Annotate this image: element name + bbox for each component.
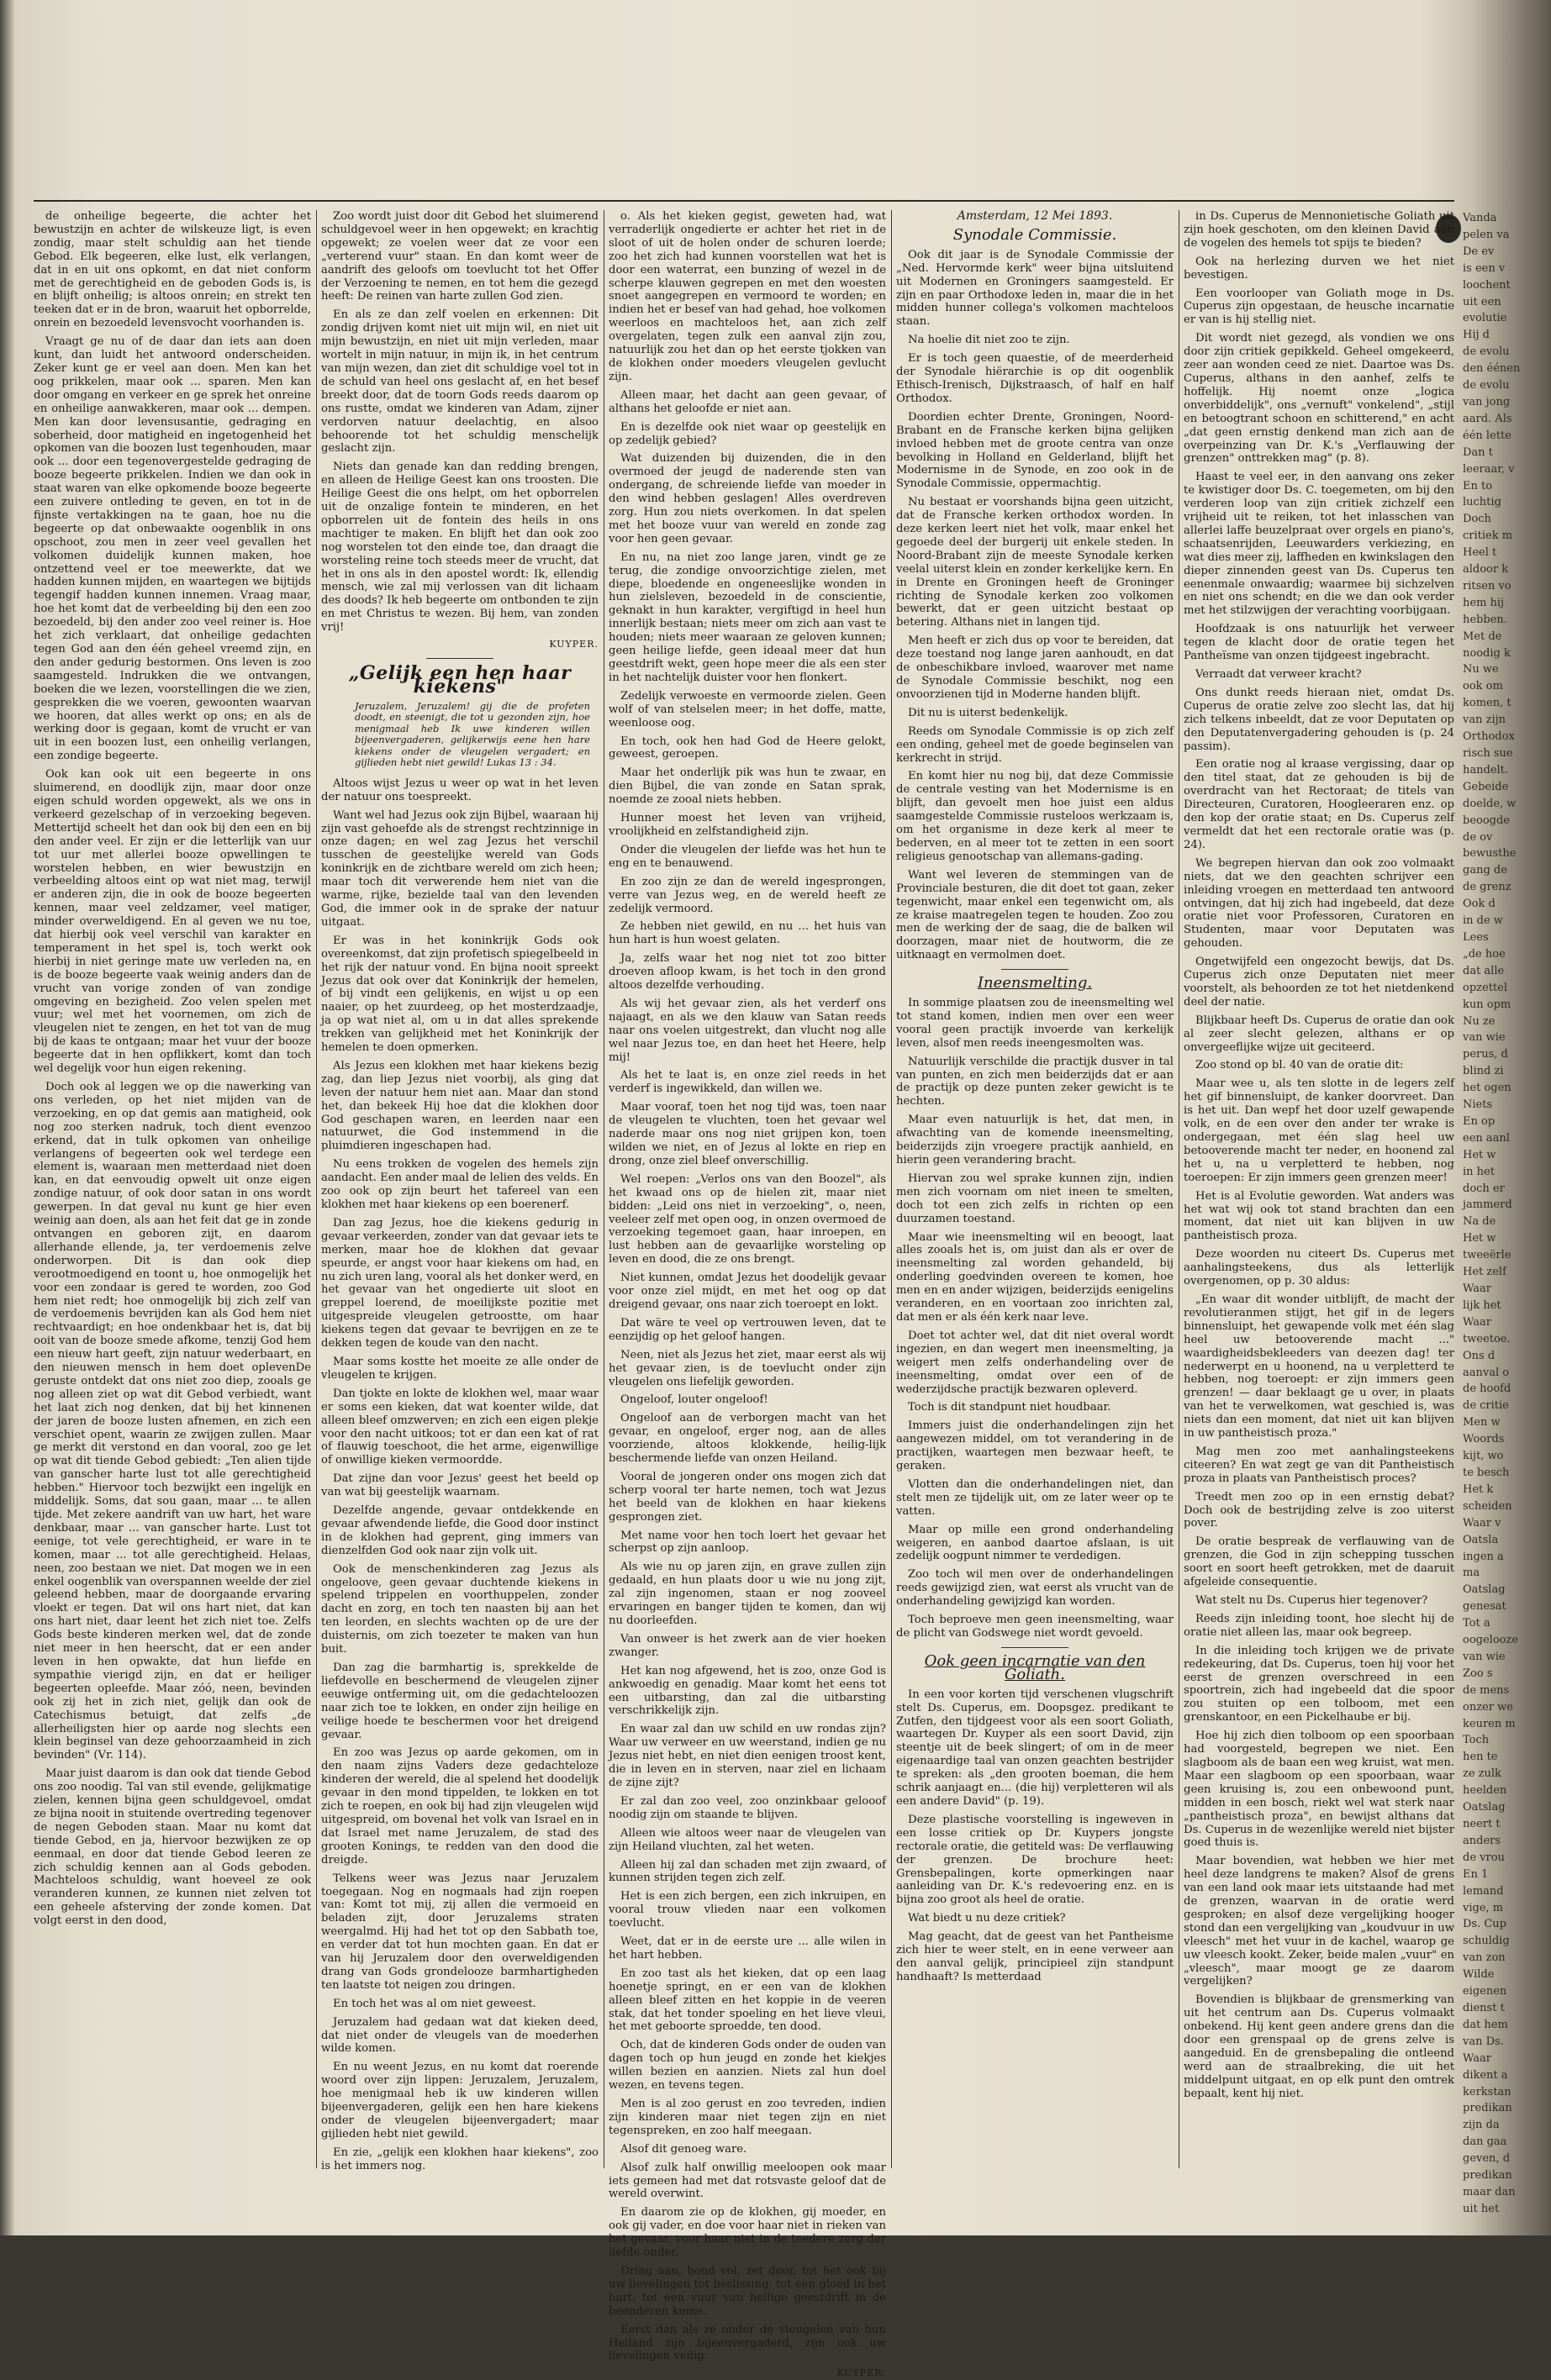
paragraph: Bovendien is blijkbaar de grensmerking van uit het centrum aan Ds. Cuperus volmaakt onbekend. Hij kent geen andere grens dan die door een grenspaal op de grens zelve is aangeduid. En de grensbepaling die ontleend werd aan de straalbreking, die uit het middelpunt uitgaat, en op elk punt den omtrek bepaalt, kent hij niet. [1184, 1993, 1454, 2100]
edge-fragment: van wie [1463, 1650, 1506, 1663]
edge-fragment: jammerd [1463, 1198, 1512, 1212]
column-5 [1184, 210, 1454, 2168]
edge-fragment: aanval o [1463, 1366, 1510, 1379]
edge-fragment: Ook d [1463, 898, 1496, 911]
edge-fragment: bewusthe [1463, 847, 1517, 861]
paragraph: Ongeloof, louter ongeloof! [620, 1393, 768, 1407]
paragraph: Zedelijk verwoeste en vermoorde zielen. Geen wolf of van stelselen meer; in het doffe, matte, weenloose oog. [609, 689, 886, 729]
paragraph: Nu bestaat er voorshands bijna geen uitzicht, dat de Fransche kerken orthodox worden. In deze kerken leert niet het volk, maar enkel het gegoede deel der burgerij uit enkele steden. In Noord-Brabant zijn de meeste Synodale kerken veelal uiterst klein en zonder kerkelijke kern. En in Drente en Groningen heeft de Groninger richting de Synodale kerken zoo volkomen bewerkt, dat er geen uitzicht bestaat op betering. Althans niet in langen tijd. [896, 496, 1174, 629]
paragraph: Deze woorden nu citeert Ds. Cuperus met aanhalingsteekens, dus als letterlijk overgenomen, op p. 30 aldus: [1184, 1248, 1454, 1288]
edge-fragment: Waar [1463, 1282, 1491, 1295]
paragraph: Telkens weer was Jezus naar Jeruzalem toegegaan. Nog en nogmaals had zijn roepen van: Komt tot mij, zij allen die vermoeid en beladen zijt, door Jeruzalems straten weergalmd. Hij had het tot op den Sabbath toe, en verder dat tot hun mochten gaan. En dat er van hij Jeruzalem door den overweldigenden drang van Gods grondelooze barmhartigheden ten laatste tot neigen zou dringen. [321, 1872, 599, 1992]
paragraph: Nu eens trokken de vogelen des hemels zijn aandacht. Een ander maal de lelien des velds. En zoo ook op zijn beurt het tafereel van een klokhen met haar kiekens op een boerenerf. [321, 1158, 599, 1211]
edge-fragment: Lees [1463, 930, 1489, 944]
paragraph: Vlotten dan die onderhandelingen niet, dan stelt men ze tijdelijk uit, om ze later weer op te vatten. [896, 1477, 1174, 1518]
paragraph: Ook de menschenkinderen zag Jezus als ongeloove, geen gevaar duchtende kiekens in spelend trippelen en voorthuppelen, zonder dacht en zorg, en toch ten naasten bij aan het ten leorden, en slechts wachten op de ure der duisternis, om zich toezeter te maken van hun buit. [321, 1562, 599, 1656]
paragraph: Wat biedt u nu deze critiek? [908, 1912, 1066, 1925]
paragraph: En waar zal dan uw schild en uw rondas zijn? Waar uw verweer en uw weerstand, indien ge nu Jezus niet hebt, en niet dien eenigen troost kent, die in leven en in sterven, naar ziel en lichaam de zijne zijt? [609, 1723, 886, 1789]
edge-fragment: pelen va [1463, 228, 1510, 241]
edge-fragment: genesat [1463, 1600, 1506, 1614]
paragraph: Het is al Evolutie geworden. Wat anders was het wat wij ook tot stand brachten dan een moment, dat niet uit kan blijven in uw pantheistisch proza. [1184, 1189, 1454, 1243]
edge-fragment: Heel t [1463, 546, 1497, 560]
paragraph: Als wie nu op jaren zijn, en grave zullen zijn gedaald, en hun plaats door u wie nu jong zijt, zal zijn ingenomen, staan er nog zooveel ervaringen en banger tijden te komen, dan wij nu doorleefden. [609, 1561, 886, 1627]
edge-fragment: lemand [1463, 1884, 1504, 1898]
paragraph: Er is toch geen quaestie, of de meerderheid der Synodale hiërarchie is op dit oogenblik Ethisch-Irenisch, Dijkstraasch, of half en half Orthodox. [896, 352, 1174, 405]
column-4 [896, 210, 1174, 2168]
paragraph: Dan tjokte en lokte de klokhen wel, maar waar er soms een kieken, dat wat koenter wilde, dat alleen bleef omzwerven; en zich een eigen plekje voor den nacht uitkoos; tot er dan een kat of rat of flauwig toeschoot, die het arme, eigenwillige of onwillige kieken vermoordde. [321, 1387, 599, 1467]
paragraph: Alleen hij zal dan schaden met zijn zwaard, of kunnen strijden tegen zich zelf. [609, 1858, 886, 1885]
edge-fragment: Ons d [1463, 1349, 1496, 1362]
edge-fragment: de grenz [1463, 881, 1511, 894]
paragraph: Eerst dan als ze onder de vleugelen van hun Heiland zijn bijeenvergaderd, zijn ook uw lievelingen veilig. [609, 2323, 886, 2363]
edge-fragment: Ds. Cup [1463, 1918, 1506, 1931]
paragraph: Men heeft er zich dus op voor te bereiden, dat deze toestand nog lange jaren aanhoudt, en dat de onbeschikbare invloed, waarover met name de Synodale Commissie beschikt, nog een onvoorzienen tijd in Moderne handen blijft. [896, 634, 1174, 701]
edge-fragment: Na de [1463, 1215, 1496, 1229]
paragraph: Men is al zoo gerust en zoo tevreden, indien zijn kinderen maar niet tegen zijn en niet tegenspreken, en zoo half meegaan. [609, 2098, 886, 2137]
paragraph: Mag geacht, dat de geest van het Pantheisme zich hier te weer stelt, en in eene verweer aan den aanval gelijk, principieel zijn standpunt handhaaft? Is metterdaad [896, 1930, 1174, 1983]
divider [1001, 969, 1068, 970]
edge-fragment: van zijn [1463, 713, 1506, 727]
edge-fragment: critiek m [1463, 529, 1513, 543]
column-separator [891, 210, 892, 2168]
paragraph: Het kan nog afgewend, het is zoo, onze God is ankwoedig en genadig. Maar komt het eens tot een uitbarsting, dan zal die uitbarsting verschrikkelijk zijn. [609, 1664, 886, 1718]
edge-fragment: een aanl [1463, 1131, 1510, 1145]
edge-fragment: keuren m [1463, 1717, 1516, 1730]
section-title-synodale: Synodale Commissie. [952, 225, 1117, 244]
edge-fragment: van jong [1463, 395, 1511, 408]
edge-fragment: ook om [1463, 680, 1503, 693]
adjacent-page-edge [1463, 210, 1547, 2215]
edge-fragment: Oatslag [1463, 1583, 1506, 1597]
edge-fragment: uit het [1463, 2202, 1500, 2215]
edge-fragment: evolutie [1463, 312, 1507, 325]
paragraph: Er zal dan zoo veel, zoo onzinkbaar gelooof noodig zijn om staande te blijven. [609, 1794, 886, 1821]
edge-fragment: Waar [1463, 2051, 1491, 2065]
paragraph: Blijkbaar heeft Ds. Cuperus de oratie dan ook al zeer slecht gelezen, althans er op onvergeeflijke wijze uit geciteerd. [1184, 1014, 1454, 1054]
edge-fragment: ma [1463, 1566, 1480, 1580]
paragraph: Maar het onderlijk pik was hun te zwaar, en dien Bijbel, die van zonde en Satan sprak, noemde ze zooal niets hebben. [609, 766, 886, 807]
edge-fragment: risch sue [1463, 747, 1513, 760]
paragraph: Ja, zelfs waar het nog niet tot zoo bitter droeven afloop kwam, is het toch in den grond altoos dezelfde verhouding. [609, 952, 886, 993]
paragraph: Natuurlijk verschilde die practijk dusver in tal van punten, en zich men beiderzijds dat er aan de practijk op deze punten zeker gewicht is te hechten. [896, 1055, 1174, 1108]
paragraph: Want wel had Jezus ook zijn Bijbel, waaraan hij zijn vast gehoefde als de strengst rechtzinnige in onze dagen; en wel zag Jezus het verschil tusschen de geestelijke wereld van Gods koninkrijk en de zichtbare wereld om zich heen; maar toch dit verwerende hem niet van die warme, rijke, bezielde taal van den levenden God, die immer ook in de sprake der natuur uitgaat. [321, 808, 599, 929]
paragraph: En nu weent Jezus, en nu komt dat roerende woord over zijn lippen: Jeruzalem, Jeruzalem, hoe menigmaal heb ik uw kinderen willen bijeenvergaderen, gelijk een hen hare kiekens onder de vleugelen bijeenvergadert; maar gijlieden hebt niet gewild. [321, 2061, 599, 2140]
signature: KUYPER. [836, 2367, 886, 2379]
edge-fragment: doelde, w [1463, 797, 1517, 810]
paragraph: Dan zag die barmhartig is, sprekkelde de liefdevolle en beschermend de vleugelen zijner eeuwige ontferming uit, om die gedachteloozen naar zich toe te lokken, en onder zijn heilige en veilige hoede te beschermen voor het dreigend gevaar. [321, 1661, 599, 1741]
paragraph: Maar juist daarom is dan ook dat tiende Gebod ons zoo noodig. Tal van stil evende, gelijkmatige zielen, kennen bijna geen schuldgevoel, omdat ze bijna nooit in stuitende overtreding tegenover de negen Geboden staan. Maar nu komt dat tiende Gebod, en ja, hiervoor bezwijken ze op eenmaal, en door dat tiende Gebod leeren ze zich schuldig kennen aan al Gods geboden. Machteloos schuldig, want hoeveel ze ook veranderen kunnen, ze kunnen niet zelven tot een geheele afsterving der zonde komen. Dat volgt eerst in den dood, [34, 1767, 311, 1928]
paragraph: Onder die vleugelen der liefde was het hun te eng en te benauwend. [609, 843, 886, 870]
edge-fragment: de critie [1463, 1399, 1509, 1413]
paragraph: Dat zijne dan voor Jezus' geest het beeld op van wat bij geestelijk waarnam. [321, 1472, 599, 1499]
edge-fragment: maar dan [1463, 2185, 1516, 2198]
edge-fragment: Het k [1463, 1482, 1494, 1496]
edge-fragment: ze zulk [1463, 1767, 1501, 1781]
paragraph: o. Als het kieken gegist, geweten had, wat verraderlijk ongedierte er achter het riet in de sloot of uit de holen onder de schuren loerde; zoo het zich had kunnen voorstellen wat het is door een waterrat, een bunzing of wezel in de scherpe klauwen gegrepen en met den woesten snoet aangegrepen en vermoord te worden; en indien het er besef van had gehad, hoe volkomen weerloos en machteloos het, aan zich zelf overgelaten, tegen zulk een aanval zijn zou, natuurlijk zou het dan op het eerste tjokken van de klokhen onder moeders vleugelen gevlucht zijn. [609, 210, 886, 383]
column-1 [34, 210, 311, 2168]
paragraph: de onheilige begeerte, die achter het bewustzijn en achter de wilskeuze ligt, is even zondig, maar stelt schuldig aan het tiende Gebod. Elk begeeren, elke lust, elk verlangen, dat in en uit ons opkomt, en dat niet conform met de gerechtigheid en de geboden Gods is, is en blijft onheilig; is altoos onrein; en strekt ten teeken dat er in de bron, waaruit het opborrelde, onrein en bezoedeld levensvocht voorhanden is. [34, 210, 311, 330]
paragraph: Dring aan, houd vol, zet door, tot het ook bij uw lievelingen tot beslissing, tot een gloed in het hart, tot een vuur van heilige geestdrift in de beenderen kome. [609, 2264, 886, 2318]
edge-fragment: Niets [1463, 1098, 1493, 1112]
edge-fragment: dienst t [1463, 2001, 1505, 2014]
edge-fragment: eigenen [1463, 1985, 1507, 1998]
paragraph: Altoos wijst Jezus u weer op wat in het leven der natuur ons toespreekt. [321, 777, 599, 803]
divider [1001, 1647, 1068, 1648]
edge-fragment: Het w [1463, 1232, 1496, 1245]
paragraph: Alsof zulk half onwillig meeloopen ook maar iets gemeen had met dat rotsvaste geloof dat de wereld overwint. [609, 2161, 886, 2201]
edge-fragment: predikan [1463, 2169, 1512, 2183]
edge-fragment: Waar [1463, 1315, 1491, 1329]
edge-fragment: Doch [1463, 513, 1491, 526]
paragraph: Weet, dat er in de eerste ure ... alle wilen in het hart hebben. [609, 1935, 886, 1961]
edge-fragment: scheiden [1463, 1499, 1512, 1513]
edge-fragment: Men w [1463, 1416, 1501, 1430]
edge-fragment: luchtig [1463, 496, 1501, 509]
edge-fragment: Woords [1463, 1433, 1505, 1446]
paragraph: Dat wäre te veel op vertrouwen leven, dat te eenzijdig op het geloof hangen. [609, 1316, 886, 1343]
edge-fragment: de hoofd [1463, 1382, 1511, 1396]
dateline: Amsterdam, 12 Mei 1893. [957, 209, 1113, 223]
edge-fragment: kun opm [1463, 998, 1511, 1011]
paragraph: Treedt men zoo op in een ernstig debat? Doch ook de bestrijding zelve is zoo uiterst pover. [1184, 1490, 1454, 1530]
paragraph: Hoofdzaak is ons natuurlijk het verweer tegen de klacht door de oratie tegen het Pantheïsme van onzen tijdgeest ingebracht. [1184, 623, 1454, 663]
edge-fragment: handelt. [1463, 763, 1509, 777]
edge-fragment: Oatslag [1463, 1801, 1506, 1814]
edge-fragment: Met de [1463, 629, 1502, 643]
edge-fragment: dikent a [1463, 2068, 1508, 2082]
edge-fragment: ingen a [1463, 1550, 1504, 1563]
edge-fragment: Wilde [1463, 1968, 1495, 1982]
paragraph: Maar soms kostte het moeite ze alle onder de vleugelen te krijgen. [321, 1355, 599, 1382]
paragraph: Dit wordt niet gezegd, als vondien we ons door zijn critiek gepikkeld. Geheel omgekeerd, zeer aan wonden ceed ze niet. Daartoe was Ds. Cuperus, althans in den aanhef, zelfs te hoffelijk. Hij noemt onze „logica onverbiddelijk", ons „vernuft" vonkelend", „stijl en betoogtrant schoon en schitterend," en acht „dat geen ernstig denkend man zich aan de overpeinzing van Dr. K.'s „Verflauwing der grenzen" onttrekken mag" (p. 8). [1184, 332, 1454, 466]
edge-fragment: den éénen [1463, 362, 1521, 376]
edge-fragment: Toch [1463, 1734, 1490, 1747]
edge-fragment: Gebeide [1463, 780, 1509, 793]
paragraph: Van onweer is het zwerk aan de vier hoeken zwanger. [609, 1632, 886, 1659]
paragraph: Wel roepen: „Verlos ons van den Boozel", als het kwaad ons op de hielen zit, maar niet bidden: „Leid ons niet in verzoeking", o, neen, veeleer zelf met open oog, in onzen overmoed de verzoeking tegemoet gaan, haar inroepen, en lust hebben aan de gevaarlijke worsteling op leven en dood, die ze ons brengt. [609, 1172, 886, 1266]
paragraph: Als het te laat is, en onze ziel reeds in het verderf is ingewikkeld, dan willen we. [609, 1069, 886, 1096]
edge-fragment: uit een [1463, 295, 1501, 308]
edge-fragment: aldoor k [1463, 563, 1509, 577]
paragraph: Ons dunkt reeds hieraan niet, omdat Ds. Cuperus de oratie zelve zoo slecht las, dat hij zich telkens inbeeldt, dat ze voor Deputaten op den Deputatenvergadering gehouden is (p. 24 passim). [1184, 686, 1454, 753]
paragraph: Maar even natuurlijk is het, dat men, in afwachting van de komende ineensmelting, beiderzijds zijn vroegere practijk aanhield, en hierin geen verandering bracht. [896, 1114, 1174, 1166]
edge-fragment: Oatsla [1463, 1533, 1499, 1546]
edge-fragment: leeraar, v [1463, 462, 1515, 476]
edge-fragment: En 1 [1463, 1867, 1489, 1881]
edge-fragment: Nu ze [1463, 1014, 1496, 1028]
edge-fragment: En to [1463, 479, 1493, 492]
paragraph: Als wij het gevaar zien, als het verderf ons najaagt, en als we den klauw van Satan reeds naar ons voelen uitgestrekt, dan vlucht nog alle wel naar Jezus toe, en dan heet het Heere, help mij! [609, 997, 886, 1064]
paragraph: En zoo was Jezus op aarde gekomen, om in den naam zijns Vaders deze gedachteloze kinderen der wereld, die al spelend het doodelijk gevaar in den mond tippelden, te lokken en tot zich te roepen, en ook bij had zijn vleugelen wijd uitgespreid, om bovenal het volk van Israel en in dat Israel met name Jeruzalem, de stad des grooten Konings, te redden van den dood die dreigde. [321, 1746, 599, 1867]
edge-fragment: neert t [1463, 1818, 1501, 1830]
edge-fragment: van Ds. [1463, 2035, 1504, 2048]
paragraph: Toch beproeve men geen ineensmelting, waar de plicht van Godswege niet wordt gevoeld. [896, 1614, 1174, 1640]
edge-fragment: is een v [1463, 261, 1506, 275]
epigraph: Jeruzalem, Jeruzalem! gij die de profeten doodt, en steenigt, die tot u gezonden zijn, hoe menigmaal heb Ik uwe kinderen willen bijeenvergaderen, gelijkerwijs eene hen hare kiekens onder de vleugelen vergadert; en gijlieden hebt niet gewild! Lukas 13 : 34. [355, 699, 590, 769]
paragraph: Zoo wordt juist door dit Gebod het sluimerend schuldgevoel weer in hen opgewekt; en krachtig opgewekt; ze voelen weer dat ze voor een „verterend vuur" staan. En dan komt weer de aandrift des geloofs om toevlucht tot het Offer der Verzoening te nemen, en tot hem die gezegd heeft: De reinen van harte zullen God zien. [321, 210, 599, 303]
edge-fragment: lijk het [1463, 1298, 1501, 1312]
edge-fragment: te besch [1463, 1466, 1510, 1479]
signature: KUYPER. [549, 639, 599, 650]
paragraph: Ook na herlezing durven we het niet bevestigen. [1184, 255, 1454, 282]
paragraph: En zoo tast als het kieken, dat op een laag hoenetje springt, en er een van de klokhen alleen bleef zitten en het koppie in de veeren stak, dat het tonder spoeling en het lieve vleui, het met geboorte sproedde, ten dood. [609, 1967, 886, 2034]
edge-fragment: perus, d [1463, 1048, 1508, 1061]
edge-fragment: En op [1463, 1114, 1496, 1128]
paragraph: Maar vooraf, toen het nog tijd was, toen naar de vleugelen te vluchten, toen het gevaar wel naderde maar ons nog niet grijpen kon, toen wilden we niet, en of Jezus al lokte en riep en drong, onze ziel bleef onverschillig. [609, 1101, 886, 1167]
paragraph: Het is een zich bergen, een zich inkruipen, en vooral trouw vlieden naar een volkomen toevlucht. [609, 1890, 886, 1930]
edge-fragment: aard. Als [1463, 412, 1512, 425]
edge-fragment: Tot a [1463, 1617, 1490, 1630]
paragraph: Dezelfde angende, gevaar ontdekkende en gevaar afwendende liefde, die Good door instinct in de klokhen had geprent, ging immers van dienzelfden God ook naar zijn volk uit. [321, 1504, 599, 1557]
paragraph: Dit nu is uiterst bedenkelijk. [908, 706, 1068, 719]
edge-fragment: tweeërle [1463, 1249, 1511, 1262]
edge-fragment: anders [1463, 1834, 1501, 1847]
paragraph: Reeds om Synodale Commissie is op zich zelf een onding, geheel met de goede beginselen van kerkrecht in strijd. [896, 724, 1174, 765]
paragraph: Er was in het koninkrijk Gods ook overeenkomst, dat zijn profetisch spiegelbeeld in het rijk der natuur vond. En bijna nooit spreekt Jezus dat ook over dat Koninkrijk der hemelen, of bij vindt een gelijkenis, en wijst u op een naaier, op het zuurdeeg, op het mosterdzaadje, ja op wat niet al, om u in dat alles sprekende trekken van gelijkheid met het Koninkrijk der hemelen te doen opmerken. [321, 934, 599, 1055]
paragraph: Maar wee u, als ten slotte in de legers zelf het gif binnensluipt, de kanker doorvreet. Dan is het uit. Dan wepf het door uzelf gewapende volk, en de een over den ander ter wrake is ondergegaan, met één slag heel uw betooverende macht ter neder, en hoonend zal het u, na u verpletterd te hebben, nog toeroepen: Er zijn immers geen grenzen meer! [1184, 1077, 1454, 1184]
paragraph: Ongeloof aan de verborgen macht van het gevaar, en ongeloof, erger nog, aan de alles voorziende, altoos klokkende, heilig-lijk beschermende liefde van onzen Heiland. [609, 1412, 886, 1466]
paragraph: Want wel leveren de stemmingen van de Provinciale besturen, die dit doet tot gaan, zeker tegenwicht, maar enkel een tegenwicht om, als ze kraise maatregelen tegen te houden. Zoo zou men de werking der de saag, die de balken wil doorzagen, maar niet de houtworm, die ze uitknaagt en vermolmen doet. [896, 868, 1174, 962]
edge-fragment: van wie [1463, 1031, 1506, 1045]
edge-fragment: noodig k [1463, 646, 1511, 660]
paragraph: Alleen maar, het dacht aan geen gevaar, of althans het geloofde er niet aan. [609, 388, 886, 415]
paragraph: Hunner moest het leven van vrijheid, vroolijkheid en zelfstandigheid zijn. [609, 812, 886, 838]
paragraph: Och, dat de kinderen Gods onder de ouden van dagen toch op hun jeugd en zonde het kiekjes willen bezien en aanzien. Niets zal hun doel wezen, en tevens tegen. [609, 2039, 886, 2093]
paragraph: En als ze dan zelf voelen en erkennen: Dit zondig drijven komt niet uit mijn wil, en niet uit mijn bewustzijn, en niet uit mijn verleden, maar wortelt in mijn natuur, in mijn ik, in het centrum van mijn wezen, dan ziet dit schuldige voel tot in de schuld van heel ons geslacht af, en het besef breekt door, dat de toorn Gods reeds daarom op ons rustte, omdat we kinderen van Adam, zijner verdorven natuur deelachtig, en alsoo behoorende tot het schuldig menschelijk geslacht zijn. [321, 308, 599, 455]
paragraph: Wat duizenden bij duizenden, die in den overmoed der jeugd de naderende sten van ondergang, de schreiende liefde van moeder in den wind hebben geslagen! Alles overdreven zorg. Hun zou niets overkomen. In dat spelen met het booze vuur van wereld en zonde zag voor hen geen gevaar. [609, 452, 886, 545]
paragraph: En zoo zijn ze dan de wereld ingesprongen, verre van Jezus weg, en de wereld heeft ze zedelijk vermoord. [609, 875, 886, 915]
edge-fragment: heelden [1463, 1784, 1507, 1798]
edge-fragment: beoogde [1463, 814, 1511, 827]
paragraph: We begrepen hiervan dan ook zoo volmaakt niets, dat we den geachten schrijver een inleiding vroegen en metterdaad ten antwoord ontvingen, dat hij zich had ingebeeld, dat deze oratie niet voor Professoren, Curatoren en Studenten, maar voor Deputaten was gehouden. [1184, 856, 1454, 950]
edge-fragment: opzettel [1463, 981, 1507, 994]
column-3 [609, 210, 886, 2379]
paragraph: Als Jezus een klokhen met haar kiekens bezig zag, dan liep Jezus niet voorbij, als ging dat leven der natuur hem niet aan. Maar dan stond het, dan bekeek Hij hoe dat die klokhen door God geschapen waren, en leerden naar een natuurwet, die God instemmend in die pluimdieren ingeschapen had. [321, 1059, 599, 1153]
paragraph: In een voor korten tijd verschenen vlugschrift stelt Ds. Cuperus, em. Doopsgez. predikant te Zutfen, den tijdgeest voor als een soort Goliath, waartegen Dr. Kuyper als een soort David, zijn steentje uit de beek slingert; of om in de meer eigenaardige taal van onzen geachten bestrijder te spreken: als „den grooten boeman, die hem schrik aanjaagt en... (die hij) verpletteren wil als een andere David" (p. 19). [896, 1688, 1174, 1808]
edge-fragment: komen, t [1463, 697, 1511, 710]
paragraph: Ze hebben niet gewild, en nu ... het huis van hun hart is hun woest gelaten. [609, 920, 886, 947]
edge-fragment: hebben. [1463, 613, 1507, 626]
paragraph: Alleen wie altoos weer naar de vleugelen van zijn Heiland vluchten, zal het weten. [609, 1826, 886, 1853]
edge-fragment: Nu we [1463, 663, 1499, 677]
edge-fragment: zijn da [1463, 2119, 1500, 2132]
paragraph: Verraadt dat verweer kracht? [1195, 668, 1362, 681]
edge-fragment: vige, m [1463, 1901, 1504, 1914]
section-title-ineensmelting: Ineensmelting. [977, 974, 1093, 993]
edge-fragment: „de hoe [1463, 947, 1506, 961]
paragraph: Jeruzalem had gedaan wat dat kieken deed, dat niet onder de vleugels van de moederhen wilde komen. [321, 2015, 599, 2056]
edge-fragment: predikan [1463, 2102, 1512, 2115]
edge-fragment: schuldig [1463, 1935, 1510, 1948]
paragraph: En daarom zie op de klokhen, gij moeder, en ook gij vader, en doe voor haar niet in rieken van het gevaar, voor haar niet in de teedere zorg der liefde onder. [609, 2206, 886, 2260]
edge-fragment: dat alle [1463, 964, 1505, 977]
paragraph: En nu, na niet zoo lange jaren, vindt ge ze terug, die zondige onvoorzichtige zielen, met diepe, bloedende en ongeneeslijke wonden in hun zielsleven, bezoedeld in de conscientie, geknakt in hun karakter, vergiftigd in heel hun innerlijk bestaan; niets meer om zich aan vast te houden; niets meer waaraan ze geloven kunnen; geen heilige liefde, geen ideaal meer dat hun geestdrift wekt, geen hope meer die als een ster in het nachtelijk duister voor hen flonkert. [609, 550, 886, 684]
paragraph: En toch het was al om niet geweest. [333, 1997, 536, 2010]
paragraph: De oratie bespreak de verflauwing van de grenzen, die God in zijn schepping tusschen soort en soort heeft getrokken, met de daaruit afgeleide consequentie. [1184, 1535, 1454, 1589]
edge-fragment: Orthodox [1463, 730, 1515, 744]
edge-fragment: één lette [1463, 429, 1511, 442]
edge-fragment: hen te [1463, 1751, 1498, 1764]
edge-fragment: Dan t [1463, 445, 1493, 459]
paragraph: Vraagt ge nu of de daar dan iets aan doen kunt, dan luidt het antwoord onderscheiden. Zeker kunt ge er veel aan doen. Men kan het oog prikkelen, maar ook ... sparen. Men kan door omgang en verkeer en ge sprek het onreine en onheilige aanwakkeren, maar ook ... dempen. Men kan door levensusantie, gedraging en soberheid, door matigheid en ingetogenheid het opkomen van die boozen lust tegenhouden, maar ook ... door een tegenovergestelde gedraging de booze begeerte prikkelen. Indien we dan ook in staat waren van elke opkomende booze begeerte een zuivere ontleding te geven, en tot in de fijnste vertakkingen na te gaan, hoe nu die begeerte op dat onbewaakte oogenblik in ons opschoot, zou men in zeer veel gevallen het volkomen duidelijk kunnen maken, hoe ontzettend veel er toe meewerkte, dat we hadden kunnen mijden, en waartegen we bijtijds tegengif hadden kunnen innemen. Vraag maar, hoe het komt dat de verbeelding bij den een zoo bezoedeld, bij den ander zoo veel reiner is. Hoe het zich verklaart, dat onheilige gedachten tegen God aan den één geheel vreemd zijn, en den ander gedurig bestormen. Ons leven is zoo saamgesteld. Indrukken die we ontvangen, boeken die we lezen, voorstellingen die we zien, gesprekken die we voeren, gewoonten waarvan we hooren, dat alles werkt op ons; en als de werking door is gegaan, komt de vrucht er van uit in een boozen lust, een onheilig verlangen, een zondige begeerte. [34, 335, 311, 763]
paragraph: En is dezelfde ook niet waar op geestelijk en op zedelijk gebied? [609, 420, 886, 447]
edge-fragment: gang de [1463, 864, 1507, 877]
paragraph: Alsof dit genoeg ware. [620, 2142, 747, 2156]
paragraph: Maar bovendien, wat hebben we hier met heel deze landgrens te maken? Alsof de grens van een land ook maar iets uitstaande had met de grenzen, waarvan in de oratie werd gesproken; en alsof deze vergelijking hooger stond dan een vergelijking van „koudvuur in uw vleesch" met het vuur in de kachel, waarop ge uw vleesch kookt. Zeker, beide malen „vuur" en „vleesch", maar moogt ge ze daarom vergelijken? [1184, 1855, 1454, 1988]
paragraph: Zoo stond op bl. 40 van de oratie dit: [1195, 1059, 1404, 1072]
edge-fragment: oogelooze [1463, 1634, 1519, 1647]
paragraph: Neen, niet als Jezus het ziet, maar eerst als wij het gevaar zien, is de toevlucht onder zijn vleugelen ons liefelijk geworden. [609, 1348, 886, 1388]
edge-fragment: hem hij [1463, 596, 1505, 609]
paragraph: Doch ook al leggen we op die nawerking van ons verleden, op het niet mijden van de verzoeking, en op dat gemis aan matigheid, ook nog zoo sterken nadruk, toch dient evenzoo erkend, dat in tulk opkomen van onheilige verlangens of begeerten ook wel terdege een element is, waaraan men metterdaad niet doen kan, en dat eenvoudig opwelt uit onze eigen zondige natuur, of ook door satan in ons wordt gewerpen. In dat geval nu kunt ge hier even weinig aan doen, als aan het feit dat ge in zonde ontvangen en geboren zijt, en daarom allerhande ellende, ja, ter verdoemenis zelve onderworpen. Dit is dan ook diep verootmoedigend en toont u, hoe onmogelijk het voor een zondaar is gered te worden, zoo God hem niet redt; hoe onmogelijk bij zich zelf van de verdoemenis bevrijden kan als God hem niet rechtvaardigt; en hoe ondenkbaar het is, dat bij ooit van de booze smede afkome, tenzij God hem een nieuw hart geeft, zijn natuur wederbaart, en den nieuwen mensch in hem doet oplevenDe geruste ontdekt dat ons niet zoo diep, zooals ge nog alleen ziet op wat dit Gebod verbiedt, want het laat zich nog denken, dat bij het kinnenen der jaren de booze lusten afnemen, en zich een verschiet opent, waarin ze zwijgen zullen. Maar ge merkt dit verstond en dan vooral, zoo ge let op wat dit tiende Gebod gebiedt: „Ten alien tijde van ganscher harte lust tot alle gerechtigheid hebben." Hiervoor toch bezwijkt een ingelijk en middelijk. Soms, dat sou gaan, maar ... te allen tijde. Met zekere aandrift van uw hart, het ware denkbaar, maar ... van ganscher harte. Lust tot eenige, tot vele gerechtigheid, er ware in te komen, maar ... tot alle gerechtigheid. Helaas, neen, zoo bestaan we niet. Dat mogen we in een enkel oogenblik van overspannen weelde der ziel geleend hebben, maar de doorgaande ervaring vloekt er tegen. Dat wil ons hart niet, dat kan ons hart niet, daar leent het zich niet toe. Zelfs Gods beste kinderen merken wel, dat de zonde niet meer in hen heerscht, dat er een ander leven in hen opwakte, dat hun liefde en sympathie vierigd zijn, en dat er heiliger begeerten opleefde. Maar zóó, neen, bevinden ook zij het in zich niet, gelijk dan ook de Catechismus betuigt, dat zelfs „de allerheiligsten hier op aarde nog slechts een klein beginsel van deze gehoorzaamheid in zich bevinden" (Vr. 114). [34, 1081, 311, 1762]
paragraph: Toch is dit standpunt niet houdbaar. [908, 1401, 1111, 1414]
paragraph: Maar wie ineensmelting wil en beoogt, laat alles zooals het is, om juist dan als er over de ineensmelting zal worden gehandeld, bij onderling goedvinden overeen te komen, hoe men en en ander wijzigen, beiderzijds eenigelins veranderen, en en voortaan zoo inrichten zal, dat men er als één kerk naar leve. [896, 1230, 1174, 1324]
paragraph: In sommige plaatsen zou de ineensmelting wel tot stand komen, indien men over een weer vooral geen practijk invoerde van kerkelijk leven, alsof men reeds ineengesmolten was. [896, 997, 1174, 1050]
edge-fragment: de evolu [1463, 379, 1510, 392]
paragraph: Na hoelie dit niet zoo te zijn. [908, 334, 1070, 347]
paragraph: „En waar dit wonder uitblijft, de macht der revolutieranmen stijgt, het gif in de legers binnensluipt, het gewapende volk met één slag heel uw betooverende macht ..." waardigheidsbekleeders van deezen dag! ter nederwerpt en u hoonend, na u verpletterd te hebben, nog toeroept: er zijn immers geen grenzen! — daar beklaagt ge u over, in plaats van het te verwelkomen, wat geschied is, was niets dan een moment, dat niet uit kan blijven in uw pantheistisch proza." [1184, 1293, 1454, 1440]
edge-fragment: de mens [1463, 1683, 1510, 1697]
paragraph: Reeds zijn inleiding toont, hoe slecht hij de oratie niet alleen las, maar ook begreep. [1184, 1612, 1454, 1639]
paragraph: Met name voor hen toch loert het gevaar het scherpst op zijn aanloop. [609, 1529, 886, 1556]
paragraph: Doet tot achter wel, dat dit niet overal wordt ingezien, en dan wegert men ineensmelting, ja weigert men zelfs onderhandeling over de ineensmelting, omdat over een of de wederzijdsche practijk bezwaren opleverd. [896, 1329, 1174, 1396]
paragraph: En toch, ook hen had God de Heere gelokt, geweest, geroepen. [609, 735, 886, 761]
paragraph: Doordien echter Drente, Groningen, Noord-Brabant en de Fransche kerken bijna gelijken invloed hebben met de groote centra van onze bevolking in Holland en Gelderland, blijft het Modernisme in de Synode, en zoo ook in de Synodale Commissie, oppermachtig. [896, 410, 1174, 491]
paragraph: In die inleiding toch krijgen we de private redekeuring, dat Ds. Cuperus, toen hij voor het eerst de grenzen overschreed in een spoortrein, zich had ingebeeld dat die spoor zou stuiten op een tolboom, met een grenskantoor, en een Pickelhaube er bij. [1184, 1644, 1454, 1724]
paragraph: Ongetwijfeld een ongezocht bewijs, dat Ds. Cuperus zich onze Deputaten niet meer voorstelt, als behoorden ze tot het nietdenkend deel der natie. [1184, 956, 1454, 1008]
edge-fragment: Het zelf [1463, 1266, 1506, 1279]
edge-fragment: blind zi [1463, 1065, 1504, 1078]
paragraph: Een voorlooper van Goliath moge in Ds. Cuperus zijn opgestaan, de heusche incarnatie er van is hij stellig niet. [1184, 287, 1454, 327]
paragraph: Een oratie nog al kraase vergissing, daar op den titel staat, dat ze gehouden is bij de overdracht van het Rectoraat; de titels van Directeuren, Curatoren, Hoogleeraren enz. op den kop der oratie staat; en Ds. Cuperus zelf vermeldt dat het een rectorale oratie was (p. 24). [1184, 758, 1454, 851]
paragraph: Mag men zoo met aanhalingsteekens citeeren? En wat zegt ge van dit Pantheistisch proza in plaats van Pantheistisch proces? [1184, 1445, 1454, 1485]
edge-fragment: Hij d [1463, 329, 1490, 342]
edge-fragment: Het w [1463, 1148, 1496, 1161]
edge-fragment: de vrou [1463, 1851, 1505, 1864]
paragraph: Ook kan ook uit een begeerte in ons sluimerend, en doodlijk zijn, maar door onze eigen schuld worden opgewekt, als we ons in verkeerd gezelschap of in verzoeking begeven. Mettertijd scheelt het dan ook bij den een en bij den ander veel. Er zijn er die letterlijk van uur tot uur met allerlei booze opwellingen te worstelen hebben, en wier bewustzijn en verbeelding altoos eint op wat niet mag, terwijl er anderen zijn, die in ook de booze begeerten kennen, maar veel zeldzamer, veel matiger, minder overweldigend. En al geven we nu toe, dat hierbij ook veel verschil van karakter en temperament in het spel is, toch werkt ook hierbij in niet geringe mate uw verleden na, en is de booze begeerte vaak weinig anders dan de vrucht van vorige zonden of van zondige omgeving en bezigheid. Zoo velen spelen met vuur; wel met het voornemen, om zich de vleugelen niet te zengen, en het tot van de mug bij de kaas te ontgaan; maar het vuur der booze begeerte dat in hen opflikkert, komt dan toch wel degelijk voor hun eigen rekening. [34, 768, 311, 1076]
paragraph: Niet kunnen, omdat Jezus het doodelijk gevaar voor onze ziel mijdt, en met het oog op dat dreigend gevaar, ons naar zich toeroept en lokt. [609, 1272, 886, 1311]
edge-fragment: kijt, wo [1463, 1450, 1504, 1463]
edge-fragment: ritsen vo [1463, 579, 1511, 592]
paragraph: Deze plastische voorstelling is ingeweven in een losse critiek op Dr. Kuypers jongste rectorale oratie, die getiteld was: De verflauwing der grenzen. De brochure heet: Grensbepalingen, korte opmerkingen naar aanleiding van Dr. K.'s redevoering enz. en is bijna zoo groot als heel de oratie. [896, 1813, 1174, 1907]
paragraph: Wat stelt nu Ds. Cuperus hier tegenover? [1195, 1594, 1428, 1607]
edge-fragment: tweetoe. [1463, 1332, 1511, 1345]
paragraph: Vooral de jongeren onder ons mogen zich dat scherp vooral ter harte nemen, toch wat Jezus het beeld van de klokhen en haar kiekens gesprongen ziet. [609, 1470, 886, 1524]
edge-fragment: Zoo s [1463, 1667, 1493, 1680]
edge-fragment: het ogen [1463, 1082, 1511, 1095]
paragraph: in Ds. Cuperus de Mennonietische Goliath uit zijn hoek geschoten, om den kleinen David aan de vogelen des hemels tot spijs te bieden? [1184, 210, 1454, 250]
edge-fragment: in de w [1463, 914, 1503, 928]
paragraph: Haast te veel eer, in den aanvang ons zeker te kwistiger door Ds. C. toegemeten, om bij den verderen loop van zijn critiek zichzelf een vrijheid uit te reiken, tot het inlasschen van allerlei laffe beuzelpraat over orgels en piano's, schaatsenrijden, Leeuwarders verkiezing, en wat dies meer zij, laffheden en kwinkslagen den dieper zinnenden geest van Ds. Cuperus ten eenenmale onwaardig; waarmee bij sichzelven en niet ons schendt; en die we dan ook verder met het stilzwijgen der verachting voorbijgaan. [1184, 471, 1454, 618]
column-separator [316, 210, 317, 2168]
edge-fragment: doch er [1463, 1182, 1505, 1195]
edge-fragment: onzer we [1463, 1700, 1513, 1714]
edge-fragment: in het [1463, 1165, 1495, 1178]
edge-fragment: Vanda [1463, 212, 1497, 224]
edge-fragment: van zon [1463, 1951, 1506, 1965]
edge-fragment: loochent [1463, 278, 1511, 292]
edge-fragment: Waar v [1463, 1516, 1501, 1530]
paragraph: Hiervan zou wel sprake kunnen zijn, indien men zich voornam om niet ineen te smelten, doch tot een zich zelfs in richten op een duurzamen toestand. [896, 1172, 1174, 1225]
section-title-goliath: Ook geen incarnatie van den Goliath. [924, 1651, 1146, 1683]
edge-fragment: De ev [1463, 245, 1495, 258]
top-rule [34, 200, 1454, 202]
paragraph: Maar op mille een grond onderhandeling weigeren, en aanbod daartoe afslaan, is uit zedelijk oogpunt nimmer te verdedigen. [896, 1523, 1174, 1563]
poem-title: „Gelijk een hen haar kiekens" [348, 662, 572, 698]
paragraph: Niets dan genade kan dan redding brengen, en alleen de Heilige Geest kan ons troosten. Die Heilige Geest die ons helpt, om het opborrelen uit de onzalige fontein te minderen, en het opborrelen uit de fontein des heils in ons machtiger te maken. En blijft het dan ook zoo nog worstelen tot den einde toe, dan draagt die worsteling reine toch steeds meer de vrucht, dat het in ons als in den apostel wordt: Ik, ellendig mensch, wie zal mij verlossen van dit lichaam des doods? Ik heb begeerte om ontbonden te zijn en met Christus te wezen. Bij hem, van zonden vrij! [321, 461, 599, 634]
paragraph: Ook dit jaar is de Synodale Commissie der „Ned. Hervormde kerk" weer bijna uitsluitend uit Modernen en Groningers saamgesteld. Er zijn en paar Orthodoxe leden in, maar die in het midden hunner collega's volkomen machteloos staan. [896, 248, 1174, 329]
edge-fragment: de ov [1463, 830, 1493, 844]
edge-fragment: dan gaa [1463, 2135, 1507, 2149]
paragraph: Dan zag Jezus, hoe die kiekens gedurig in gevaar verkeerden, zonder van dat gevaar iets te merken, maar hoe de klokhen dat gevaar speurde, er angst voor haar kiekens om had, en nu zich uren lang, vooral als het donker werd, en het gevaar van het ongedierte uit sloot en greppel loerend, de moeilijkste pozitie met uitgespreide vleugelen getroostte, om haar kiekens tegen dat gevaar te bevrijgen en ze te dekken tegen de koude van den nacht. [321, 1216, 599, 1351]
column-2 [321, 210, 599, 2172]
edge-fragment: kerkstan [1463, 2085, 1511, 2098]
edge-fragment: dat hem [1463, 2018, 1508, 2031]
paragraph: En komt hier nu nog bij, dat deze Commissie de centrale vesting van het Modernisme is en blijft, dan gevoelt men hoe juist een aldus saamgestelde Commissie rusteloos werkzaam is, om het organisme in deze kerk al meer te bederven, en al meer tot te zetten in een soort religieus genootschap van allemans-gading. [896, 770, 1174, 863]
edge-fragment: de evolu [1463, 345, 1510, 359]
divider [426, 658, 493, 659]
paragraph: Hoe hij zich dien tolboom op een spoorbaan had voorgesteld, begrepen we niet. Een slagboom als de baan een weg kruist, wat men. Maar een slagboom op een spoorbaan, waar geen kruising is, zou een onbewoond punt, midden in een bosch, riekt wel wat sterk naar „pantheistisch proza", en bewijst althans dat Ds. Cuperus in de wezenlijke wereld niet bijster goed thuis is. [1184, 1730, 1454, 1850]
paragraph: En zie, „gelijk een klokhen haar kiekens", zoo is het immers nog. [321, 2146, 599, 2172]
paragraph: Zoo toch wil men over de onderhandelingen reeds gewijzigd zien, wat eerst als vrucht van de onderhandeling gewijzigd kan worden. [896, 1568, 1174, 1609]
newspaper-page [34, 126, 1454, 2379]
paragraph: Immers juist die onderhandelingen zijn het aangewezen middel, om tot verandering in de practijken, waartegen men bezwaar heeft, te geraken. [896, 1419, 1174, 1473]
edge-fragment: geven, d [1463, 2152, 1511, 2166]
